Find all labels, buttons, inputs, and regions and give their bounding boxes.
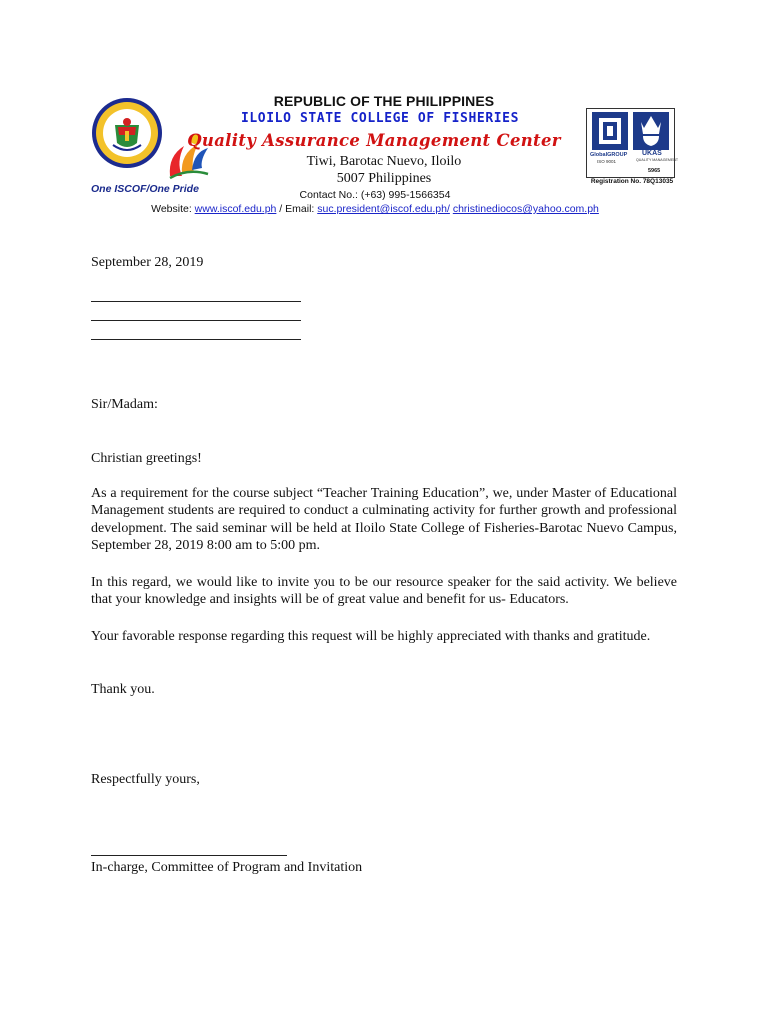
cert-badge1-sub: ISO 9001 xyxy=(597,159,617,164)
contact-number: Contact No.: (+63) 995-1566354 xyxy=(299,189,451,201)
cert-badge2-sub: QUALITY MANAGEMENT xyxy=(636,158,679,162)
college-heading: ILOILO STATE COLLEGE OF FISHERIES xyxy=(240,111,520,126)
website-link[interactable]: www.iscof.edu.ph xyxy=(194,203,277,215)
signatory-title: In-charge, Committee of Program and Invitation xyxy=(91,860,363,875)
address-line-2: 5007 Philippines xyxy=(336,171,432,186)
recipient-line-2 xyxy=(91,320,301,321)
republic-heading: REPUBLIC OF THE PHILIPPINES xyxy=(273,93,495,109)
motto-text: One ISCOF/One Pride xyxy=(91,183,199,195)
salutation: Sir/Madam: xyxy=(91,397,158,412)
cert-badge1-label: GlobalGROUP xyxy=(590,152,628,158)
letter-date: September 28, 2019 xyxy=(91,255,204,270)
closing: Respectfully yours, xyxy=(91,772,200,787)
cert-number: 5965 xyxy=(648,168,661,174)
paragraph-response: Your favorable response regarding this request will be highly appreciated with thanks and gratitude. xyxy=(91,629,651,644)
contact-email-link[interactable]: christinediocos@yahoo.com.ph xyxy=(452,203,599,215)
address-line-1: Tiwi, Barotac Nuevo, Iloilo xyxy=(306,154,462,169)
president-email-link[interactable]: suc.president@iscof.edu.ph/ xyxy=(317,203,450,215)
thank-you: Thank you. xyxy=(91,682,155,697)
email-label: / Email: xyxy=(276,203,318,215)
paragraph-request: As a requirement for the course subject “Teacher Training Education”, we, under Master of Educational Management students are required to conduct a culminating activity for further growth and professional development. The said seminar will be held at Iloilo State College of Fisheries-Barotac Nuevo Campus, September 28, 2019 8:00 am to 5:00 pm. xyxy=(91,486,677,554)
signature-line xyxy=(91,855,287,856)
paragraph-invitation: In this regard, we would like to invite you to be our resource speaker for the said activity. We believe that your knowledge and insights will be of great value and benefit for us- Educators. xyxy=(91,575,677,608)
registration-number: Registration No. 78Q13035 xyxy=(590,178,674,185)
greeting: Christian greetings! xyxy=(91,451,202,466)
cert-badge2-label: UKAS xyxy=(642,150,662,157)
office-heading: Quality Assurance Management Center xyxy=(187,131,561,150)
recipient-line-1 xyxy=(91,301,301,302)
recipient-line-3 xyxy=(91,339,301,340)
website-email-line xyxy=(0,203,750,215)
website-label: Website: xyxy=(151,203,195,215)
